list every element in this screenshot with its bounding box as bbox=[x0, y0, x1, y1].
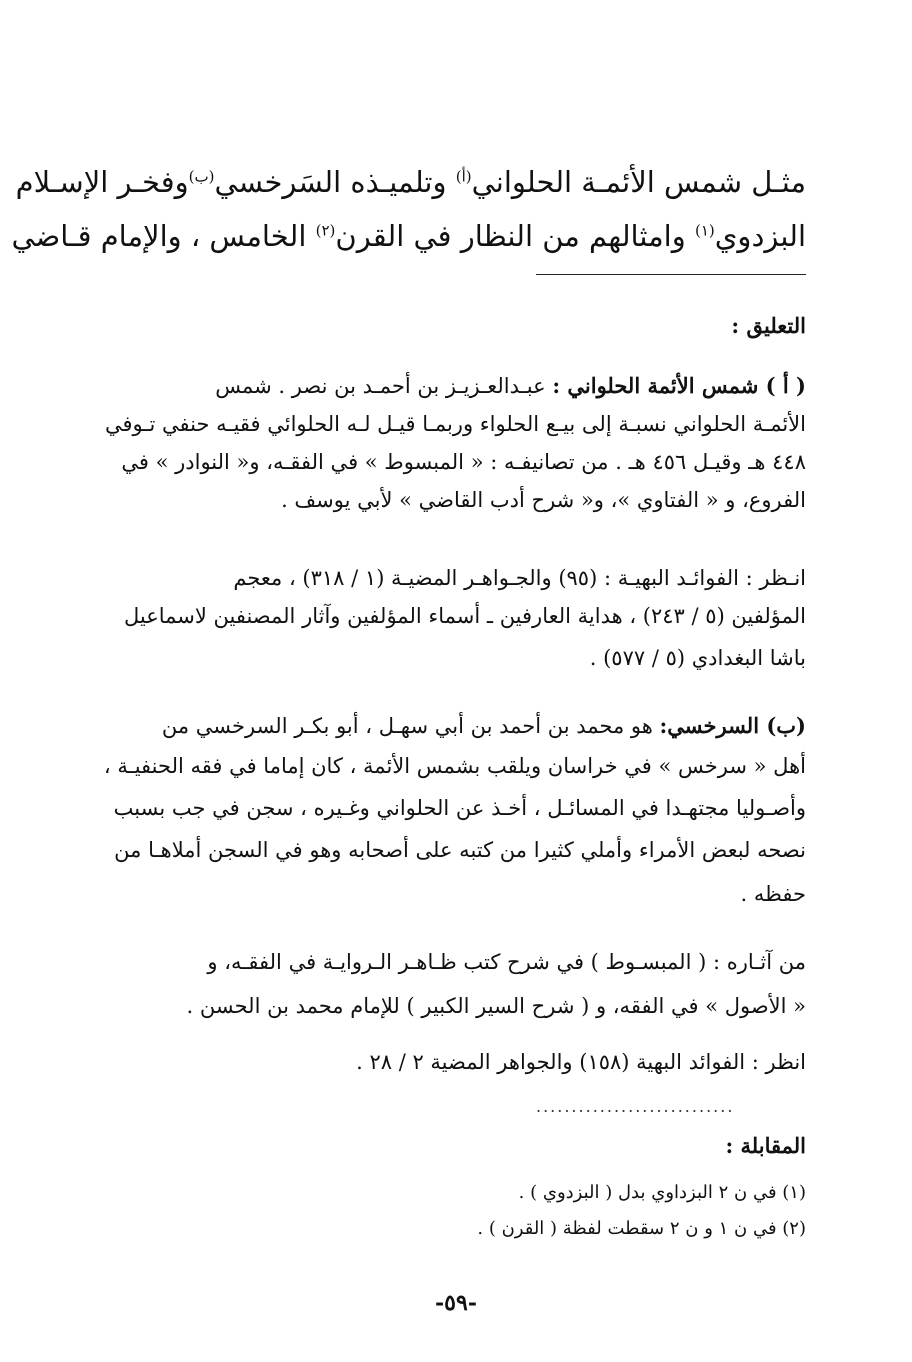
main-text-segment: الخامس ، والإمام قـاضي bbox=[11, 219, 316, 253]
commentary-heading: التعليق : bbox=[731, 313, 806, 338]
footnote-marker-1: (١) bbox=[694, 221, 715, 240]
footnote-marker-b: (ب) bbox=[188, 167, 215, 186]
entry-a-ref-1: انـظر : الفوائـد البهيـة : (٩٥) والجـواهـر المضيـة (١ / ٣١٨) ، معجم bbox=[233, 566, 806, 590]
entry-a-line-4: الفروع، و « الفتاوي »، و« شرح أدب القاضي » لأبي يوسف . bbox=[281, 488, 806, 512]
entry-a-ref-2: المؤلفين (٥ / ٢٤٣) ، هداية العارفين ـ أسماء المؤلفين وآثار المصنفين لاسماعيل bbox=[123, 604, 806, 628]
main-text-line-2 bbox=[11, 214, 806, 258]
entry-b-line-4: نصحه لبعض الأمراء وأملي كثيرا من كتبه على أصحابه وهو في السجن أملاهـا من bbox=[114, 838, 806, 862]
entry-b-line-1 bbox=[106, 708, 806, 744]
entry-b-line-2: أهل « سرخس » في خراسان ويلقب بشمس الأئمة ، كان إماما في فقه الحنفيـة ، bbox=[103, 754, 806, 778]
entry-a-line-1 bbox=[106, 368, 806, 404]
main-text-segment: وتلميـذه السَرخسي bbox=[214, 165, 456, 199]
entry-a-line-3: ٤٤٨ هـ وقيـل ٤٥٦ هـ . من تصانيفـه : « المبسوط » في الفقـه، و« النوادر » في bbox=[121, 450, 806, 474]
main-text-segment: وفخـر الإسـلام bbox=[15, 165, 189, 199]
entry-b-line-3: وأصـوليا مجتهـدا في المسائـل ، أخـذ عن الحلواني وغـيره ، سجن في جب بسبب bbox=[113, 796, 806, 820]
page-number: -٥٩- bbox=[435, 1290, 477, 1316]
footnote-divider bbox=[536, 274, 806, 275]
footnote-marker-a: (أ) bbox=[455, 167, 472, 186]
entry-a-text: عبـدالعـزيـز بن أحمـد بن نصر . شمس bbox=[215, 374, 553, 398]
comparison-note-2: (٢) في ن ١ و ن ٢ سقطت لفظة ( القرن ) . bbox=[477, 1218, 806, 1239]
entry-a-line-2: الأئمـة الحلواني نسبـة إلى بيـع الحلواء وربمـا قيـل لـه الحلوائي فقيـه حنفي تـوفي bbox=[104, 412, 806, 436]
main-text-segment: وامثالهم من النظار في القرن bbox=[335, 219, 695, 253]
main-text-segment: مثـل شمس الأئمـة الحلواني bbox=[471, 165, 806, 199]
main-text-line-1 bbox=[15, 160, 806, 204]
entry-b-text: هو محمد بن أحمد بن أبي سهـل ، أبو بكـر السرخسي من bbox=[161, 714, 660, 738]
entry-b-works-1: من آثـاره : ( المبسـوط ) في شرح كتب ظـاهـر الـروايـة في الفقـه، و bbox=[207, 950, 806, 974]
entry-b-works-2: « الأصول » في الفقه، و ( شرح السير الكبير ) للإمام محمد بن الحسن . bbox=[186, 994, 806, 1018]
entry-b-ref: انظر : الفوائد البهية (١٥٨) والجواهر المضية ٢ / ٢٨ . bbox=[356, 1050, 806, 1074]
entry-a-label: ( أ ) شمس الأئمة الحلواني : bbox=[552, 373, 806, 398]
entry-b-label: (ب) السرخسي: bbox=[659, 713, 806, 738]
comparison-note-1: (١) في ن ٢ البزداوي بدل ( البزدوي ) . bbox=[518, 1182, 806, 1203]
dotted-separator: ............................ bbox=[536, 1097, 735, 1116]
entry-a-ref-3: باشا البغدادي (٥ / ٥٧٧) . bbox=[589, 646, 806, 670]
main-text-segment: البزدوي bbox=[714, 219, 806, 253]
footnote-marker-2: (٢) bbox=[315, 221, 336, 240]
entry-b-line-5: حفظه . bbox=[740, 882, 806, 906]
comparison-heading: المقابلة : bbox=[725, 1133, 806, 1158]
